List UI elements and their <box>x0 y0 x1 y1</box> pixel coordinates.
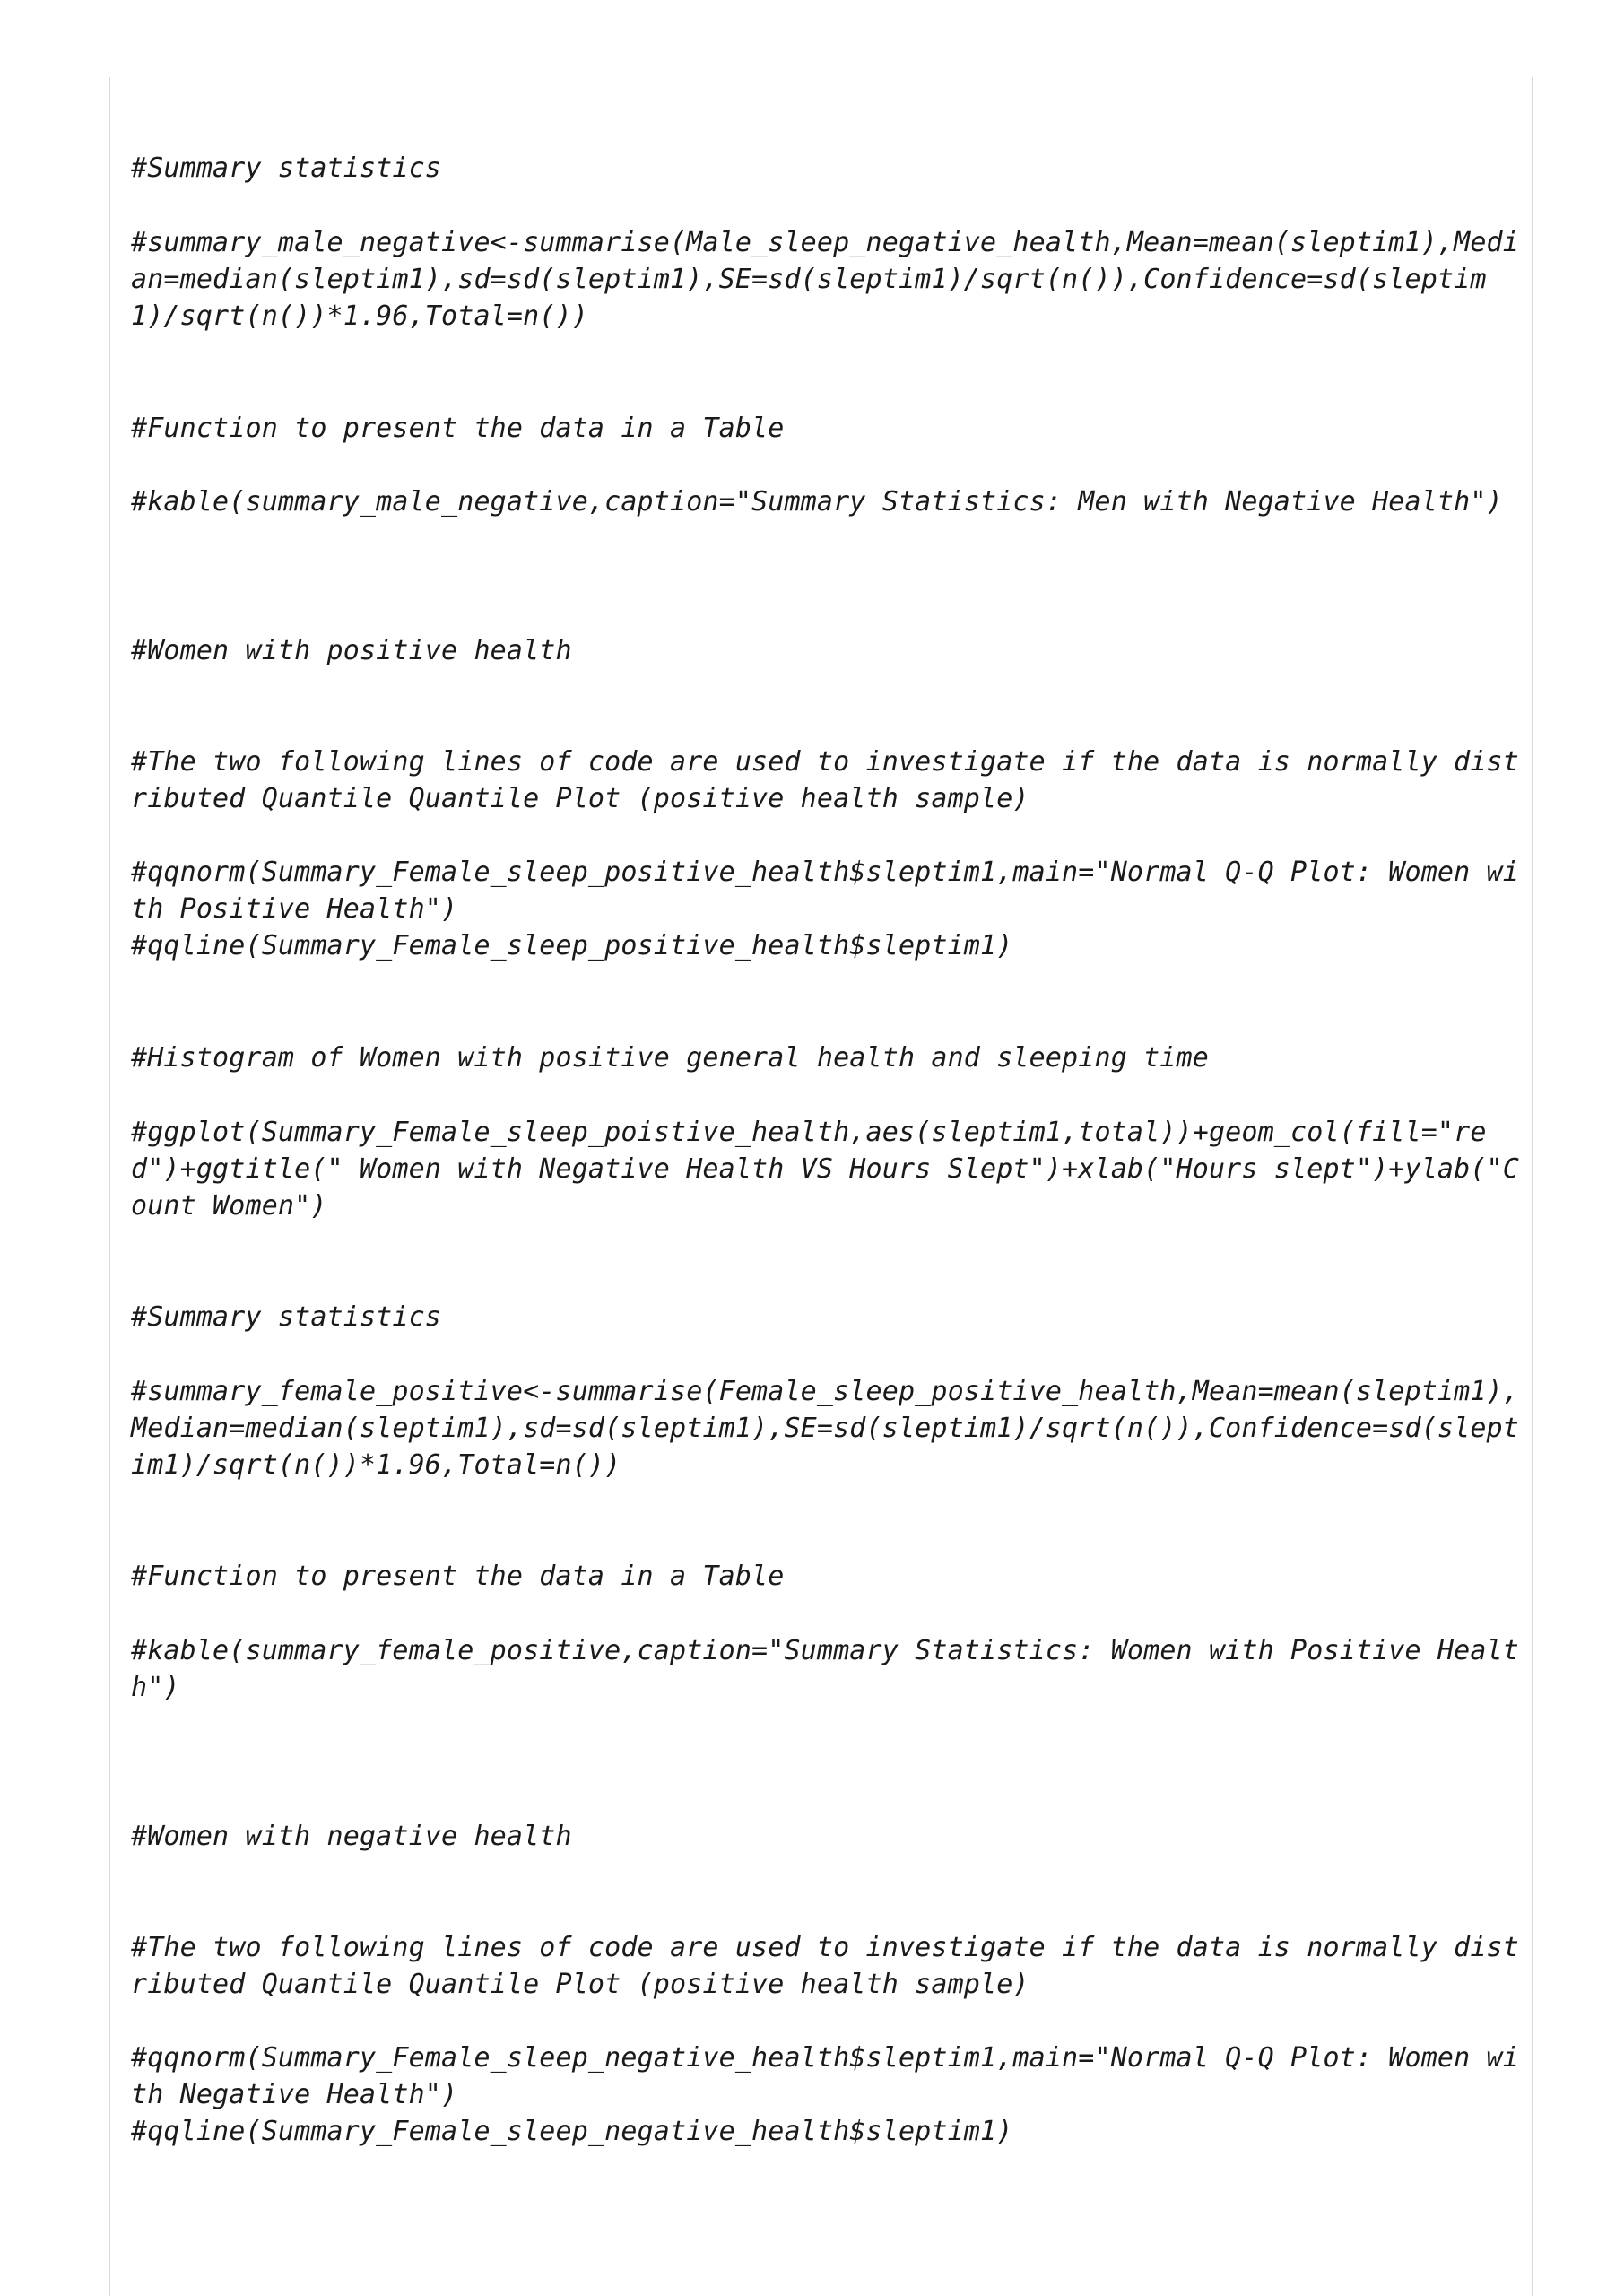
code-line: h") <box>131 1672 180 1703</box>
code-line: #Women with positive health <box>131 635 572 666</box>
code-line: #kable(summary_female_positive,caption="Summary Statistics: Women with Positive Healt <box>131 1635 1519 1666</box>
right-border-line <box>1532 77 1533 2296</box>
code-line: #The two following lines of code are used to investigate if the data is normally dist <box>131 1932 1519 1963</box>
code-line: #kable(summary_male_negative,caption="Summary Statistics: Men with Negative Health") <box>131 486 1503 517</box>
code-line: #qqnorm(Summary_Female_sleep_positive_health$sleptim1,main="Normal Q-Q Plot: Women wi <box>131 857 1519 888</box>
code-line: #Function to present the data in a Table <box>131 413 785 444</box>
left-border-line <box>109 77 110 2296</box>
code-line: Median=median(sleptim1),sd=sd(sleptim1),SE=sd(sleptim1)/sqrt(n()),Confidence=sd(slept <box>131 1413 1519 1444</box>
code-line: th Negative Health") <box>131 2079 458 2110</box>
code-line: #The two following lines of code are used to investigate if the data is normally dist <box>131 746 1519 778</box>
code-line: an=median(sleptim1),sd=sd(sleptim1),SE=sd(sleptim1)/sqrt(n()),Confidence=sd(sleptim <box>131 264 1487 295</box>
code-line: #summary_female_positive<-summarise(Female_sleep_positive_health,Mean=mean(sleptim1), <box>131 1376 1519 1407</box>
code-line: #ggplot(Summary_Female_sleep_poistive_health,aes(sleptim1,total))+geom_col(fill="re <box>131 1117 1487 1148</box>
code-line: #Summary statistics <box>131 1301 442 1333</box>
code-line: im1)/sqrt(n())*1.96,Total=n()) <box>131 1449 621 1481</box>
code-line: #summary_male_negative<-summarise(Male_sleep_negative_health,Mean=mean(sleptim1),Medi <box>131 227 1519 258</box>
code-line: #qqnorm(Summary_Female_sleep_negative_health$sleptim1,main="Normal Q-Q Plot: Women wi <box>131 2042 1519 2074</box>
code-line: #qqline(Summary_Female_sleep_negative_health$sleptim1) <box>131 2116 1013 2147</box>
code-line: ributed Quantile Quantile Plot (positive health sample) <box>131 1969 1029 2000</box>
code-line: th Positive Health") <box>131 893 458 925</box>
code-line: d")+ggtitle(" Women with Negative Health VS Hours Slept")+xlab("Hours slept")+ylab("C <box>131 1153 1519 1185</box>
code-line: ount Women") <box>131 1190 327 1222</box>
code-line: 1)/sqrt(n())*1.96,Total=n()) <box>131 300 588 332</box>
code-line: #Women with negative health <box>131 1821 572 1852</box>
code-line: #Summary statistics <box>131 152 442 184</box>
code-line: #Histogram of Women with positive general health and sleeping time <box>131 1042 1209 1074</box>
code-line: ributed Quantile Quantile Plot (positive health sample) <box>131 783 1029 814</box>
code-line: #Function to present the data in a Table <box>131 1561 785 1592</box>
code-line: #qqline(Summary_Female_sleep_positive_health$sleptim1) <box>131 930 1013 961</box>
